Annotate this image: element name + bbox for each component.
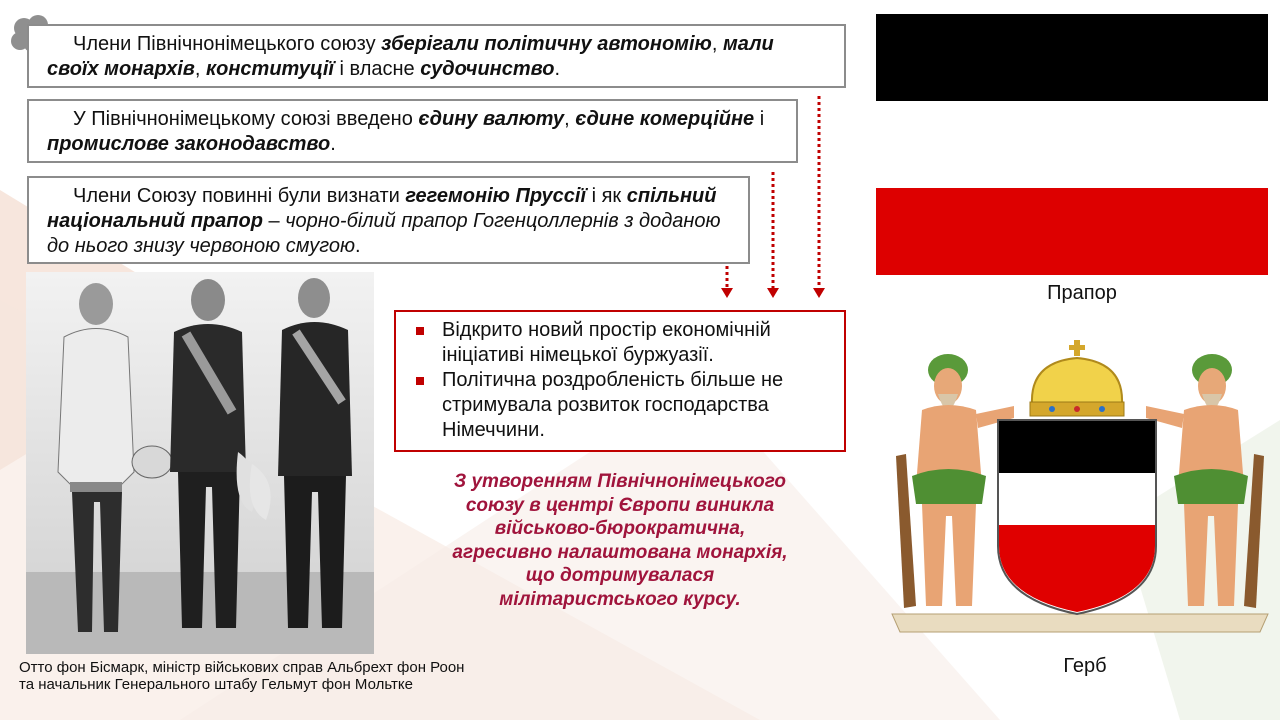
coat-of-arms-label: Герб: [1063, 655, 1107, 677]
results-box: [394, 310, 846, 452]
list-item: Відкрито новий простір економічній ініціативі німецької буржуазії.: [410, 318, 834, 368]
coat-of-arms-icon: [886, 336, 1274, 638]
photo-caption: Отто фон Бісмарк, міністр військових справ Альбрехт фон Роон та начальник Генерального штабу Гельмут фон Мольтке: [19, 659, 465, 693]
flag-stripe-red: [876, 188, 1268, 275]
arrow-down-icon: [720, 266, 734, 300]
hegemony-box: Члени Союзу повинні були визнати гегемонію Пруссії і як спільний національний прапор – чорно-білий прапор Гогенцоллернів з доданою до нього знизу червоною смугою.: [27, 176, 750, 264]
flag-stripe-white: [876, 101, 1268, 188]
list-item: Політична роздробленість більше не стримувала розвиток господарства Німеччини.: [410, 368, 834, 443]
historical-photo: [26, 272, 374, 654]
conclusion-text: З утворенням Північнонімецького союзу в центрі Європи виникла військово-бюрократична, агресивно налаштована монархія, що дотримувалася мілітаристського курсу.: [452, 471, 788, 610]
arrow-down-icon: [766, 172, 780, 300]
bullet-icon: [416, 327, 424, 335]
flag-stripe-black: [876, 14, 1268, 101]
arrow-down-icon: [812, 96, 826, 300]
bullet-icon: [416, 377, 424, 385]
autonomy-box: Члени Північнонімецького союзу зберігали політичну автономію, мали своїх монархів, конституції і власне судочинство.: [27, 24, 846, 88]
currency-box: У Північнонімецькому союзі введено єдину валюту, єдине комерційне і промислове законодавство.: [27, 99, 798, 163]
north-german-flag: [876, 14, 1268, 275]
flag-label: Прапор: [1047, 282, 1117, 304]
